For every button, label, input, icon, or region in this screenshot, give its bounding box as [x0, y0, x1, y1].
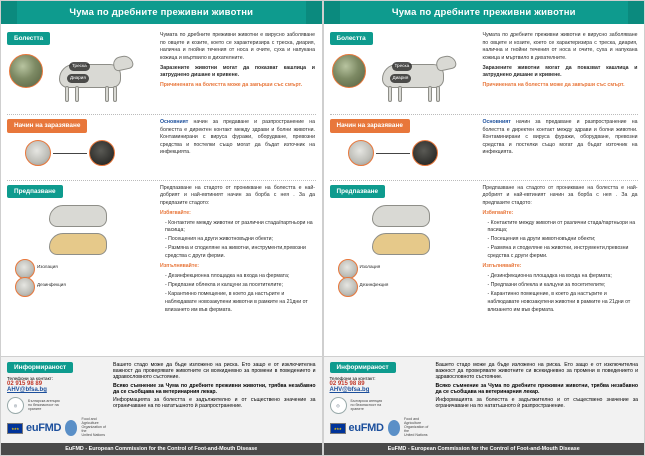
prevention-figure [7, 185, 155, 316]
disease-paragraph-1: Чумата по дребните преживни животни е вирусно заболяване по овцете и козите, което се характеризира с треска, диария, налична и гнойни течения от носа и очите, суха и напукана кожица и мъртвило в дихателните. [160, 32, 315, 61]
contact-arrow-icon [53, 153, 87, 154]
list-item: - Предпазни облекла и калцуни за посетителите; [165, 282, 283, 289]
prevention-illustration-2 [330, 201, 478, 293]
prevention-figure-2 [330, 185, 478, 316]
figure-label-isolation: Изолация [37, 263, 58, 269]
disease-figure [7, 32, 155, 110]
sheep-label-diarrhea-2: Диария [390, 74, 412, 83]
healthy-animal-icon [25, 140, 51, 166]
prevention-avoid-list [160, 220, 315, 261]
list-item: - Дезинфекционна площадка на входа на фермата; [165, 273, 290, 280]
sick-animal-icon-2 [412, 140, 438, 166]
poster-title-banner [1, 1, 322, 24]
section-awareness-2 [324, 356, 645, 443]
list-item: - Размяна и споделяне на животни, инструменти,превозни средства с други ферми. [165, 245, 306, 259]
fao-name-line1-2: Food and Agriculture [403, 417, 422, 426]
logo-row-bfsa [7, 397, 107, 414]
phone-label: Телефони за контакт: [7, 376, 54, 382]
sheep-leg-3b [428, 86, 432, 102]
disease-paragraph-2b: Заразените животни могат да показват кашлица и затруднено дишане и кривене. [482, 64, 638, 79]
section-prevention [7, 181, 316, 320]
isolation-icon [15, 259, 35, 279]
sheep-head-shape [112, 54, 134, 72]
disease-figure-2 [330, 32, 478, 110]
transmission-lead: Основният [160, 119, 189, 126]
section-disease-2 [330, 28, 639, 115]
eufmd-logo-2: euFMD [348, 422, 384, 435]
section-label-prevention: Предпазване [7, 185, 63, 198]
isolation-icon-2 [338, 259, 358, 279]
poster-footer: EuFMD - European Commission for the Control of Foot-and-Mouth Disease [1, 443, 322, 455]
awareness-paragraph-1b: Вашето стадо може да бъде изложено на риска. Ето защо е от изключителна важност да проверявате животните си всекидневно за промени в поведението и здравословното състояние. [435, 362, 638, 381]
section-label-transmission-2: Начин на заразяване [330, 119, 410, 132]
disease-paragraph-1b: Чумата по дребните преживни животни е вирусно заболяване по овцете и козите, което се характеризира с треска, диария, налична и гнойни течения от носа и очите, суха и напукана кожица и мъртвило в дихателните. [482, 32, 638, 61]
prevention-sheep-1 [49, 205, 107, 227]
sheep-photo-icon-2 [332, 54, 366, 88]
transmission-lead-2: Основният [482, 119, 511, 126]
ribbon-left-icon-2 [324, 1, 340, 24]
awareness-paragraph-3b: Информацията за болестта е задължително и от съществено значение за ограничаване на по нататъшното ѝ разпространение. [435, 397, 638, 410]
section-transmission [7, 115, 316, 180]
section-label-awareness: Информираност [7, 362, 73, 373]
section-label-awareness-2: Информираност [330, 362, 396, 373]
sheep-photo-icon [9, 54, 43, 88]
prevention-do-title: Изпълнявайте: [160, 263, 200, 270]
sheep-leg-4 [113, 86, 117, 102]
prevention-sheep-2 [49, 233, 107, 255]
sheep-illustration-2 [330, 48, 478, 110]
section-transmission-2 [330, 115, 639, 180]
figure-label-isolation-2: Изолация [359, 263, 381, 269]
sheep-leg-2b [398, 86, 402, 102]
contact-column [7, 362, 107, 438]
disinfection-icon [15, 277, 35, 297]
prevention-avoid-title-2: Избягвайте: [482, 209, 514, 216]
sheep-leg-1b [388, 86, 392, 102]
section-label-disease-2: Болестта [330, 32, 373, 45]
prevention-sheep-1b [372, 205, 430, 227]
section-label-disease: Болестта [7, 32, 50, 45]
transmission-paragraph: начин за предаване и разпространение на болестта е директен контакт между здрави и болни животни. Контаминирани с вируса фуражи, оборудване, превозни средства и постелки също могат да бъдат източник на инфекцията. [160, 119, 315, 156]
fao-name-line1: Food and Agriculture [81, 417, 99, 426]
poster-body [1, 24, 322, 356]
awareness-paragraph-1: Вашето стадо може да бъде изложено на риска. Ето защо е от изключителна важност да проверявате животните си всекидневно за промени в поведението и здравословното състояние. [113, 362, 316, 381]
sheep-illustration [7, 48, 155, 110]
figure-label-disinfection: Дезинфекция [37, 281, 66, 287]
transmission-illustration [7, 136, 155, 176]
list-item: - Посещения на други животновъдни обекти; [487, 236, 596, 243]
sheep-label-fever: Треска [69, 62, 90, 71]
list-item: - Предпазни облекла и калцуни за посетителите; [487, 282, 606, 289]
list-item: - Контактите между животни от различни стада/партньори на пасища; [487, 219, 636, 234]
list-item: - Контактите между животни от различни стада/партньори на пасища; [165, 219, 313, 234]
list-item: - Дезинфекционна площадка на входа на фермата; [487, 273, 612, 280]
bfsa-name-line2: по безопасност на храните [28, 402, 59, 411]
bfsa-name-line1-2: Българска агенция [350, 398, 383, 403]
contact-email-2[interactable]: AHV@bfsa.bg [329, 387, 370, 394]
prevention-do-list [160, 273, 315, 314]
fao-name-line2-2: Organization of the [403, 425, 429, 434]
fao-logo-icon-2 [388, 420, 400, 436]
bfsa-logo-icon: ◎ [7, 397, 24, 414]
sheep-leg-1 [65, 86, 69, 102]
section-prevention-2 [330, 181, 639, 320]
contact-phone-2[interactable]: 02 915 98 89 [329, 381, 365, 388]
section-label-transmission: Начин на заразяване [7, 119, 87, 132]
list-item: - Карантинно помещение, в което да настърите и наблюдавате новозакупени животни в рамките на 21дни от влизането им във фермата. [487, 291, 631, 313]
sheep-head-shape-2 [434, 54, 456, 72]
list-item: - Посещения на други животновъдни обекти; [165, 236, 273, 243]
ribbon-left-icon [1, 1, 17, 24]
sheep-leg-4b [436, 86, 440, 102]
contact-column-2 [330, 362, 430, 438]
section-awareness [1, 356, 322, 443]
prevention-illustration [7, 201, 155, 293]
sheep-label-fever-2: Треска [392, 62, 413, 71]
poster-title: Чума по дребните преживни животни [69, 7, 254, 18]
list-item: - Размяна и споделяне на животни, инструменти,превозни средства с други ферми. [487, 245, 629, 259]
eufmd-logo: euFMD [26, 422, 62, 435]
prevention-avoid-list-2 [483, 220, 638, 261]
transmission-illustration-2 [330, 136, 478, 176]
logo-row-eufmd-2 [330, 418, 430, 438]
contact-arrow-icon-2 [376, 153, 410, 154]
poster-panel-right [323, 0, 645, 456]
awareness-paragraph-3: Информацията за болестта е задължително и от съществено значение за ограничаване на по нататъшното ѝ разпространение. [113, 397, 316, 410]
transmission-paragraph-2: начин за предаване и разпространение на болестта е директен контакт между здрави и болни животни. Контаминирани с вируса фуражи, оборудване, превозни средства и постелки също могат да бъдат източник на инфекцията. [482, 119, 638, 156]
prevention-text-2 [483, 185, 638, 316]
prevention-intro-2: Предпазване на стадото от проникване на болестта е най-добрият и най-евтиният начин за борба с нея . За да предпазите стадото: [482, 184, 638, 206]
sheep-label-diarrhea: Диария [67, 74, 89, 83]
figure-label-disinfection-2: Дезинфекция [359, 281, 389, 287]
disinfection-icon-2 [338, 277, 358, 297]
healthy-animal-icon-2 [348, 140, 374, 166]
logo-row-eufmd [7, 418, 107, 438]
transmission-figure [7, 119, 155, 175]
fao-logo-icon [65, 420, 77, 436]
phone-label-2: Телефони за контакт: [329, 376, 376, 382]
prevention-do-title-2: Изпълнявайте: [482, 263, 522, 270]
sheep-leg-3 [105, 86, 109, 102]
transmission-text-2 [483, 119, 638, 175]
disease-paragraph-2: Заразените животни могат да показват кашлица и затруднено дишане и кривене. [160, 64, 315, 79]
section-label-prevention-2: Предпазване [330, 185, 386, 198]
logo-row-bfsa-2 [330, 397, 430, 414]
disease-paragraph-3b: Причинената на болестта може да завърши със смърт. [482, 82, 625, 89]
transmission-figure-2 [330, 119, 478, 175]
poster-title-2: Чума по дребните преживни животни [391, 7, 576, 18]
list-item: - Карантинно помещение, в което да настърите и наблюдавате новозакупени животни в рамките на 21дни от влизането им във фермата. [165, 291, 308, 313]
section-disease [7, 28, 316, 115]
ribbon-right-icon-2 [628, 1, 644, 24]
transmission-text [160, 119, 315, 175]
disease-text-2 [483, 32, 638, 110]
awareness-paragraph-2b: Всяко съмнение за Чума по дребните преживни животни, трябва незабавно да се съобщава на ветеринарния лекар. [435, 382, 638, 395]
awareness-paragraph-2: Всяко съмнение за Чума по дребните преживни животни, трябва незабавно да се съобщава на ветеринарния лекар. [113, 382, 316, 395]
fao-name-line3-2: United Nations [403, 433, 428, 438]
prevention-do-list-2 [483, 273, 638, 314]
prevention-intro: Предпазване на стадото от проникване на болестта е най-добрият и най-евтиният начин за борба с нея . За да предпазите стадото: [160, 184, 315, 206]
bfsa-logo-icon-2: ◎ [330, 397, 347, 414]
poster-body-2 [324, 24, 645, 356]
contact-phone[interactable]: 02 915 98 89 [7, 381, 43, 388]
fao-name-line3: United Nations [81, 433, 106, 438]
awareness-text-2 [436, 362, 639, 438]
bfsa-name-line1: Българска агенция [28, 398, 60, 403]
eu-flag-icon [7, 423, 23, 434]
bfsa-name-line2-2: по безопасност на храните [350, 402, 382, 411]
awareness-text [113, 362, 316, 438]
prevention-sheep-2b [372, 233, 430, 255]
disease-paragraph-3: Причинената на болестта може да завърши със смърт. [160, 82, 303, 89]
fao-name-line2: Organization of the [81, 425, 106, 434]
prevention-avoid-title: Избягвайте: [160, 209, 191, 216]
sick-animal-icon [89, 140, 115, 166]
poster-footer-2: EuFMD - European Commission for the Control of Foot-and-Mouth Disease [324, 443, 645, 455]
contact-email[interactable]: AHV@bfsa.bg [7, 387, 47, 394]
prevention-text [160, 185, 315, 316]
poster-title-banner-2 [324, 1, 645, 24]
sheep-leg-2 [75, 86, 79, 102]
eu-flag-icon-2 [330, 423, 346, 434]
ribbon-right-icon [306, 1, 322, 24]
disease-text [160, 32, 315, 110]
